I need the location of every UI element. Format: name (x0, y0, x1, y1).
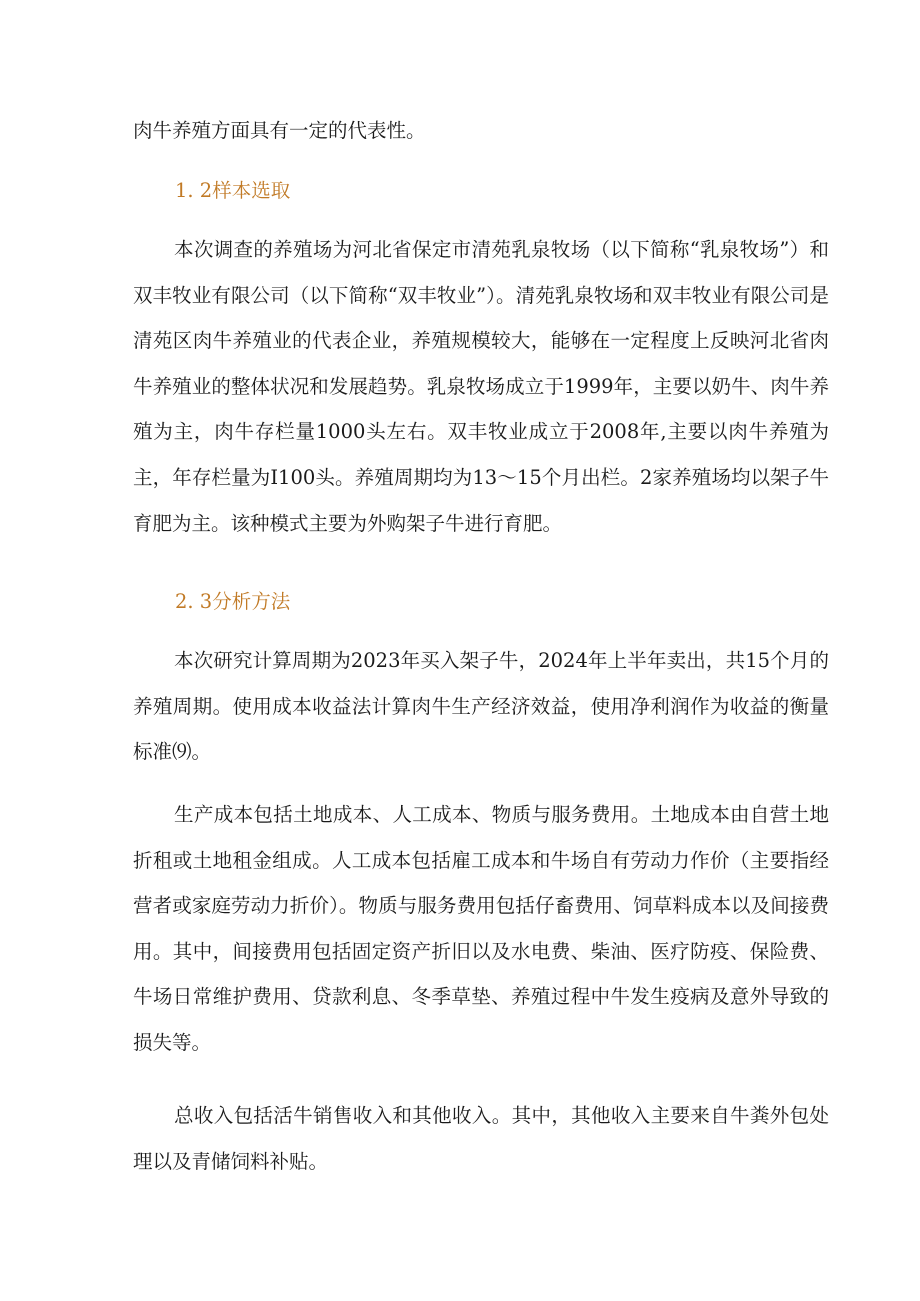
paragraph-sample-description: 本次调查的养殖场为河北省保定市清苑乳泉牧场（以下简称“乳泉牧场”）和双丰牧业有限公司（以下简称“双丰牧业”）。清苑乳泉牧场和双丰牧业有限公司是清苑区肉牛养殖业的代表企业，养殖规模较大，能够在一定程度上反映河北省肉牛养殖业的整体状况和发展趋势。乳泉牧场成立于1999年，主要以奶牛、肉牛养殖为主，肉牛存栏量1000头左右。双丰牧业成立于2008年,主要以肉牛养殖为主，年存栏量为I100头。养殖周期均为13～15个月出栏。2家养殖场均以架子牛育肥为主。该种模式主要为外购架子牛进行育肥。 (133, 238, 829, 535)
paragraph-continuation: 肉牛养殖方面具有一定的代表性。 (133, 119, 426, 142)
section-heading-sample-selection: 1. 2样本选取 (175, 179, 291, 202)
section-heading-analysis-method: 2. 3分析方法 (175, 590, 291, 613)
paragraph-study-period: 本次研究计算周期为2023年买入架子牛，2024年上半年卖出，共15个月的养殖周期。使用成本收益法计算肉牛生产经济效益，使用净利润作为收益的衡量标准⑼。 (133, 649, 829, 764)
paragraph-total-income: 总收入包括活牛销售收入和其他收入。其中，其他收入主要来自牛粪外包处理以及青储饲料补贴。 (133, 1104, 829, 1173)
paragraph-production-cost: 生产成本包括土地成本、人工成本、物质与服务费用。土地成本由自营土地折租或土地租金组成。人工成本包括雇工成本和牛场自有劳动力作价（主要指经营者或家庭劳动力折价）。物质与服务费用包括仔畜费用、饲草料成本以及间接费用。其中，间接费用包括固定资产折旧以及水电费、柴油、医疗防疫、保险费、牛场日常维护费用、贷款利息、冬季草垫、养殖过程中牛发生疫病及意外导致的损失等。 (133, 803, 829, 1054)
